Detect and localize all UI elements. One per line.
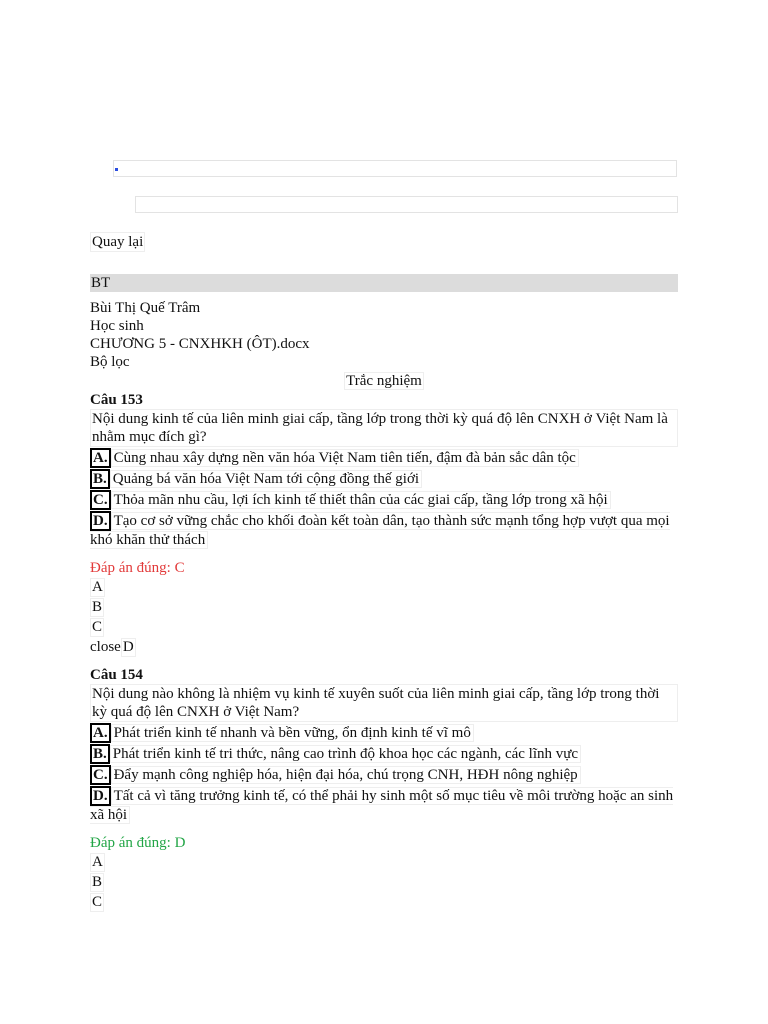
option-a[interactable]: [90, 723, 678, 743]
option-d[interactable]: [90, 786, 678, 824]
choice-a[interactable]: A: [92, 854, 103, 870]
option-letter: B.: [90, 744, 110, 764]
choice-c[interactable]: C: [92, 894, 103, 910]
filter-link[interactable]: Bộ lọc: [90, 354, 130, 370]
document-meta: [90, 299, 678, 371]
choice-c[interactable]: C: [92, 619, 103, 635]
question-number: Câu 154: [90, 667, 143, 683]
quiz-title: [90, 372, 678, 390]
back-link[interactable]: Quay lại: [92, 234, 144, 250]
option-text: Phát triển kinh tế tri thức, nâng cao trình độ khoa học các ngành, các lĩnh vực: [110, 745, 581, 763]
option-letter: A.: [90, 723, 111, 743]
document-name: CHƯƠNG 5 - CNXHKH (ÔT).docx: [90, 336, 310, 352]
author-role: Học sinh: [90, 318, 144, 334]
option-letter: D.: [90, 786, 111, 806]
option-d[interactable]: [90, 511, 678, 549]
option-text: Cùng nhau xây dựng nền văn hóa Việt Nam tiên tiến, đậm đà bản sắc dân tộc: [111, 449, 579, 467]
correct-answer: Đáp án đúng: D: [90, 835, 186, 851]
option-c[interactable]: [90, 765, 678, 785]
close-icon[interactable]: close: [90, 639, 121, 655]
question-text: Nội dung nào không là nhiệm vụ kinh tế xuyên suốt của liên minh giai cấp, tầng lớp trong thời kỳ quá độ lên CNXH ở Việt Nam?: [90, 684, 678, 722]
option-text: Tạo cơ sở vững chắc cho khối đoàn kết toàn dân, tạo thành sức mạnh tổng hợp vượt qua mọi khó khăn thử thách: [90, 513, 670, 548]
option-letter: A.: [90, 448, 111, 468]
section-header: BT: [90, 274, 678, 292]
main-content: [90, 232, 678, 912]
option-c[interactable]: [90, 490, 678, 510]
progress-dot-icon: [115, 168, 118, 171]
option-letter: B.: [90, 469, 110, 489]
option-letter: C.: [90, 490, 111, 510]
question-number: Câu 153: [90, 392, 143, 408]
correct-answer: Đáp án đúng: C: [90, 560, 185, 576]
question-text: Nội dung kinh tế của liên minh giai cấp, tầng lớp trong thời kỳ quá độ lên CNXH ở Việt Nam là nhằm mục đích gì?: [90, 409, 678, 447]
option-text: Phát triển kinh tế nhanh và bền vững, ổn định kinh tế vĩ mô: [111, 724, 474, 742]
question-block: [90, 666, 678, 912]
option-letter: D.: [90, 511, 111, 531]
option-a[interactable]: [90, 448, 678, 468]
option-b[interactable]: [90, 744, 678, 764]
choice-b[interactable]: B: [92, 599, 103, 615]
question-block: [90, 391, 678, 657]
quiz-title-label: Trắc nghiệm: [346, 373, 422, 389]
option-text: Quảng bá văn hóa Việt Nam tới cộng đồng thế giới: [110, 470, 422, 488]
option-text: Đẩy mạnh công nghiệp hóa, hiện đại hóa, chú trọng CNH, HĐH nông nghiệp: [111, 766, 581, 784]
choice-a[interactable]: A: [92, 579, 103, 595]
option-letter: C.: [90, 765, 111, 785]
progress-bar-second: [135, 196, 678, 213]
option-text: Tất cả vì tăng trưởng kinh tế, có thể phải hy sinh một số mục tiêu về môi trường hoặc an sinh xã hội: [90, 788, 674, 823]
choice-b[interactable]: B: [92, 874, 103, 890]
option-text: Thỏa mãn nhu cầu, lợi ích kinh tế thiết thân của các giai cấp, tầng lớp trong xã hội: [111, 491, 611, 509]
option-b[interactable]: [90, 469, 678, 489]
choice-d[interactable]: D: [122, 639, 134, 655]
author-name: Bùi Thị Quế Trâm: [90, 300, 201, 316]
progress-bar-top: [113, 160, 677, 177]
